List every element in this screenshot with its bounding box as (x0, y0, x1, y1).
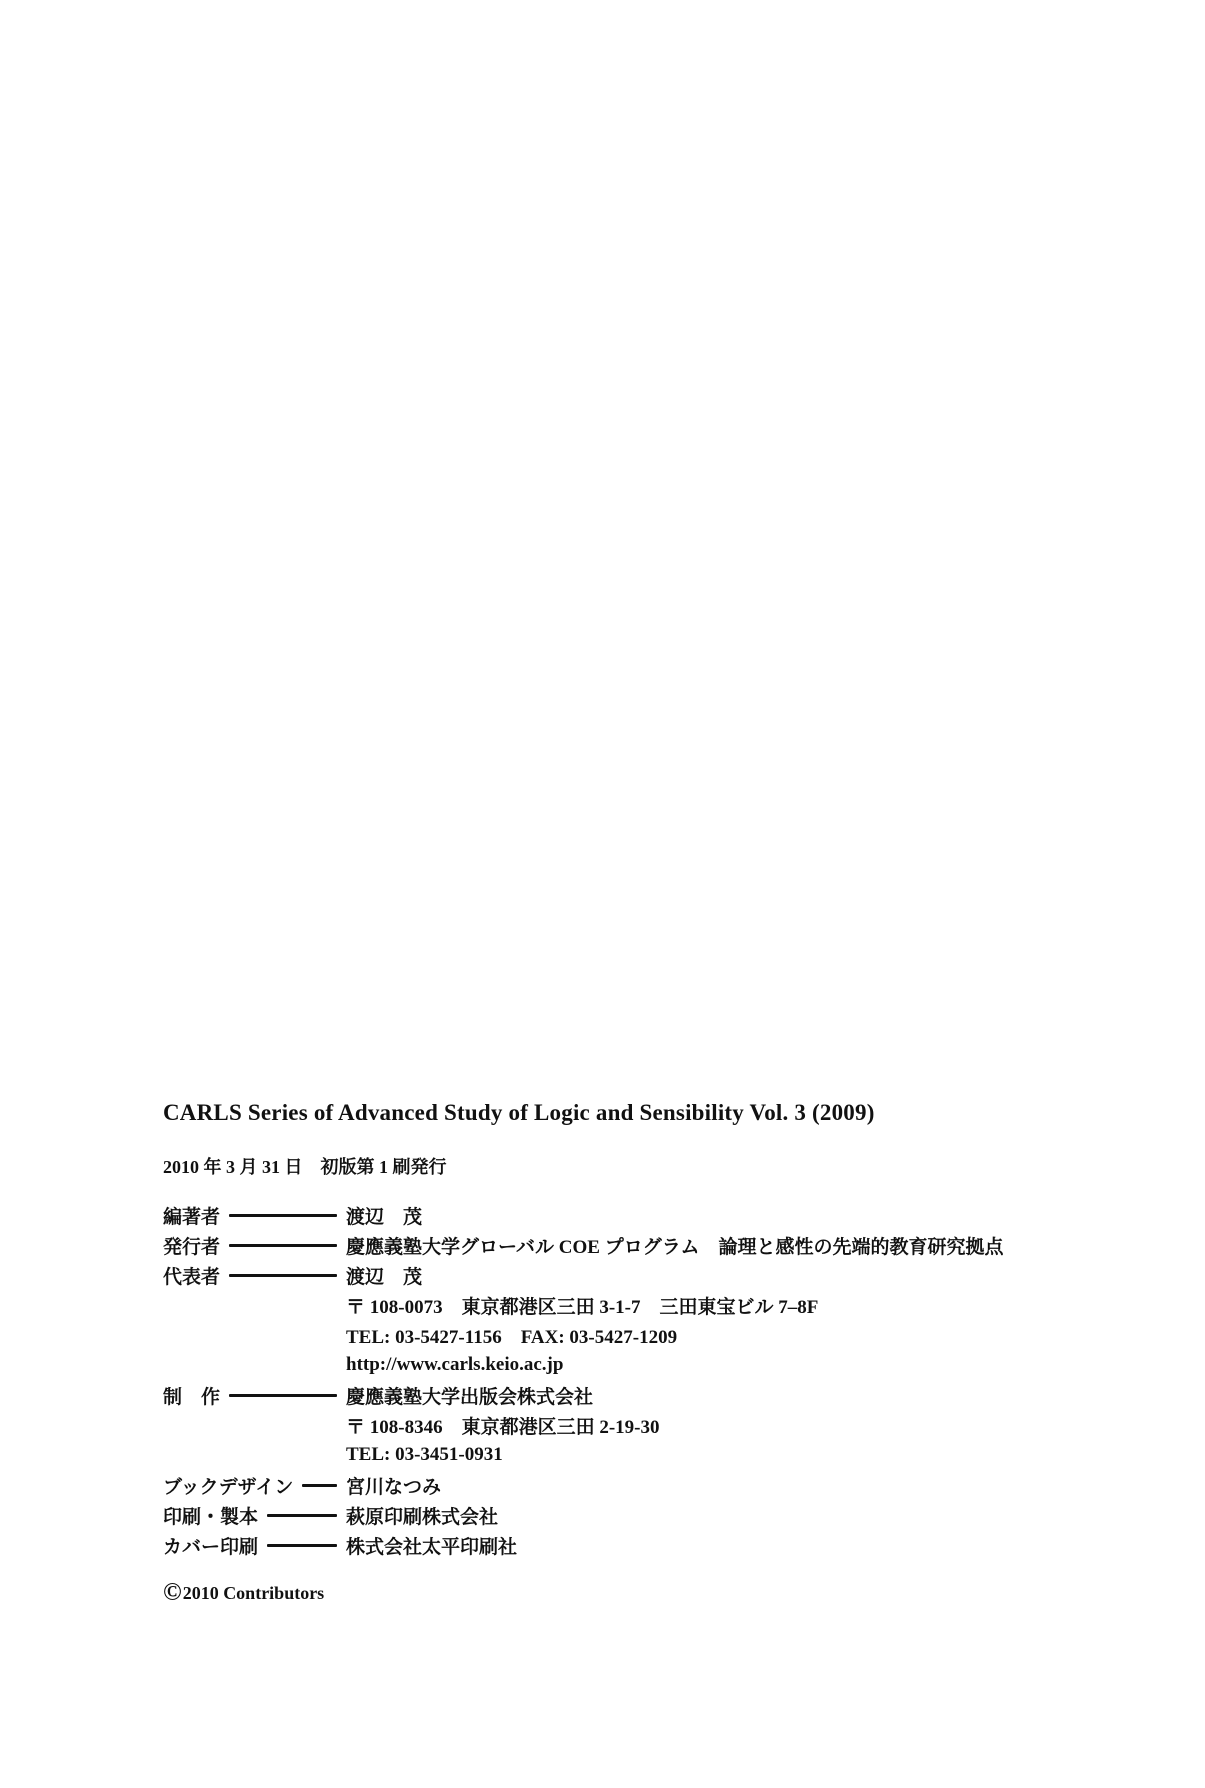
colophon-row-url (163, 1350, 1173, 1380)
field-value: 渡辺 茂 (346, 1206, 423, 1228)
colophon-row-production (163, 1380, 1173, 1410)
field-value: 慶應義塾大学グローバル COE プログラム 論理と感性の先端的教育研究拠点 (346, 1236, 1004, 1258)
colophon-row-tel2 (163, 1440, 1173, 1470)
field-value: 〒 108-0073 東京都港区三田 3-1-7 三田東宝ビル 7–8F (346, 1296, 819, 1318)
field-value: 慶應義塾大学出版会株式会社 (346, 1386, 594, 1408)
field-label: 代表者 (163, 1266, 221, 1288)
row-left (163, 1320, 346, 1350)
field-value: TEL: 03-5427-1156 FAX: 03-5427-1209 (346, 1326, 678, 1348)
row-left (163, 1470, 346, 1500)
copyright-icon: © (163, 1579, 182, 1606)
row-left (163, 1410, 346, 1440)
colophon-row-address2 (163, 1410, 1173, 1440)
colophon-row-editor (163, 1200, 1173, 1230)
row-left (163, 1260, 346, 1290)
edition-date-line: 2010 年 3 月 31 日 初版第 1 刷発行 (163, 1157, 447, 1177)
field-value: TEL: 03-3451-0931 (346, 1444, 503, 1465)
row-left (163, 1440, 346, 1470)
colophon-row-representative (163, 1260, 1173, 1290)
field-value: http://www.carls.keio.ac.jp (346, 1354, 564, 1375)
field-label: 編著者 (163, 1206, 221, 1228)
label-rule (267, 1514, 337, 1517)
row-left (163, 1230, 346, 1260)
field-value: 宮川なつみ (346, 1476, 442, 1498)
row-left (163, 1350, 346, 1380)
field-label: 発行者 (163, 1236, 221, 1258)
label-rule (229, 1274, 337, 1277)
colophon-block (163, 1100, 1173, 1605)
field-label: 印刷・製本 (163, 1506, 259, 1528)
series-title: CARLS Series of Advanced Study of Logic and Sensibility Vol. 3 (2009) (163, 1100, 875, 1125)
colophon-row-address (163, 1290, 1173, 1320)
copyright-line (163, 1580, 1173, 1605)
copyright-text: 2010 Contributors (182, 1582, 325, 1603)
field-value: 〒 108-8346 東京都港区三田 2-19-30 (346, 1416, 660, 1438)
row-left (163, 1500, 346, 1530)
colophon-row-cover-printing (163, 1530, 1173, 1560)
colophon-rows (163, 1200, 1173, 1560)
label-rule (267, 1544, 337, 1547)
colophon-row-book-design (163, 1470, 1173, 1500)
colophon-row-printing-binding (163, 1500, 1173, 1530)
field-label: ブックデザイン (163, 1476, 294, 1498)
row-left (163, 1290, 346, 1320)
label-rule (302, 1484, 337, 1487)
label-rule (229, 1214, 337, 1217)
row-left (163, 1200, 346, 1230)
field-label: 制 作 (163, 1386, 221, 1408)
label-rule (229, 1244, 337, 1247)
colophon-row-publisher (163, 1230, 1173, 1260)
row-left (163, 1530, 346, 1560)
field-value: 萩原印刷株式会社 (346, 1506, 499, 1528)
row-left (163, 1380, 346, 1410)
label-rule (229, 1394, 337, 1397)
colophon-row-tel-fax (163, 1320, 1173, 1350)
field-value: 渡辺 茂 (346, 1266, 423, 1288)
field-value: 株式会社太平印刷社 (346, 1536, 518, 1558)
field-label: カバー印刷 (163, 1536, 259, 1558)
